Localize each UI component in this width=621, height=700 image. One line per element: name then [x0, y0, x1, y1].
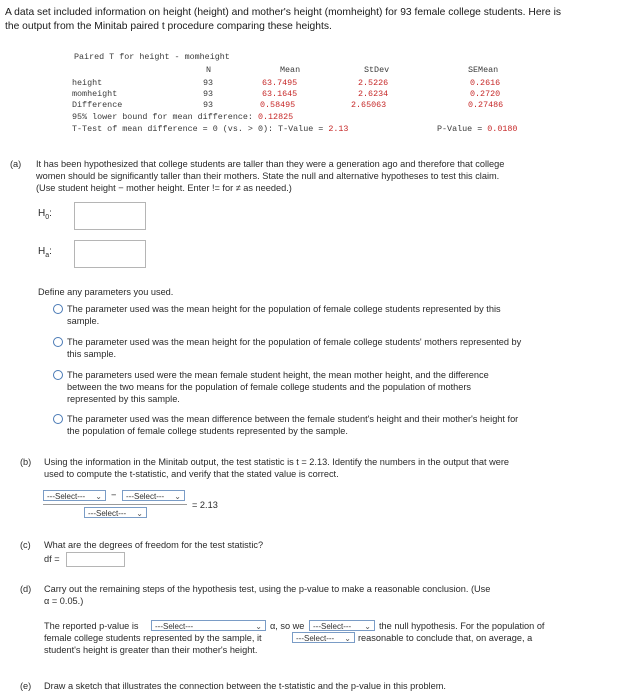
- intro-line-1: A data set included information on height (height) and mother's height (momheight) for 93 female college students. Here is: [5, 7, 562, 18]
- option-4-text: [67, 413, 607, 437]
- row-stdev: 2.6234: [358, 89, 389, 99]
- conclusion-text-5: reasonable to conclude that, on average, a: [358, 633, 533, 643]
- option-2-line-1: The parameter used was the mean height for the population of female college students' mothers represented by: [67, 337, 522, 347]
- select-value: ---Select---: [47, 492, 86, 501]
- ha-letter: H: [38, 246, 46, 257]
- part-b-line-1: Using the information in the Minitab output, the test statistic is t = 2.13. Identify the numbers in the output that were: [44, 457, 509, 467]
- option-1-line-2: sample.: [67, 316, 100, 326]
- option-3-line-1: The parameters used were the mean female student height, the mean mother height, and the difference: [67, 370, 489, 380]
- option-2-radio[interactable]: [53, 337, 63, 347]
- select-value: ---Select---: [296, 634, 335, 643]
- part-a-line-1: It has been hypothesized that college students are taller than they were a generation ago and therefore that college: [36, 159, 505, 169]
- is-reasonable-select[interactable]: [292, 632, 355, 643]
- row-n: 93: [203, 78, 214, 88]
- part-e-label: (e): [20, 681, 32, 691]
- p-value: 0.0180: [487, 124, 518, 134]
- conclusion-text-1: The reported p-value is: [44, 621, 139, 631]
- row-stdev: 2.65063: [351, 100, 387, 110]
- chevron-down-icon: ⌄: [344, 634, 351, 643]
- ttest-line: [72, 124, 348, 134]
- p-label: P-Value =: [437, 124, 483, 134]
- part-d-line-2: α = 0.05.): [44, 596, 84, 606]
- denominator-select[interactable]: [84, 507, 147, 518]
- h0-letter: H: [38, 208, 46, 219]
- h0-subscript: 0: [45, 214, 50, 221]
- row-label: height: [72, 78, 103, 88]
- problem-intro: [5, 6, 617, 34]
- p-line: [437, 124, 517, 134]
- minus-sign: −: [111, 490, 117, 500]
- part-e-question: Draw a sketch that illustrates the connection between the t-statistic and the p-value in this problem.: [44, 681, 446, 691]
- h0-input[interactable]: [74, 202, 146, 230]
- row-semean: 0.27486: [468, 100, 504, 110]
- option-4-line-1: The parameter used was the mean difference between the female student's height and their mother's height for: [67, 414, 519, 424]
- part-a-line-2: women should be significantly taller than their mothers. State the null and alternative hypotheses to test this claim.: [36, 171, 500, 181]
- define-params-label: Define any parameters you used.: [38, 287, 174, 297]
- part-a-label: (a): [10, 159, 22, 169]
- row-semean: 0.2616: [470, 78, 501, 88]
- row-mean: 0.58495: [260, 100, 296, 110]
- chevron-down-icon: ⌄: [136, 509, 143, 518]
- numerator-select-2[interactable]: [122, 490, 185, 501]
- chevron-down-icon: ⌄: [95, 492, 102, 501]
- row-semean: 0.2720: [470, 89, 501, 99]
- chevron-down-icon: ⌄: [364, 622, 371, 631]
- header-mean: Mean: [280, 65, 301, 75]
- ha-subscript: a: [45, 252, 50, 259]
- part-d-label: (d): [20, 584, 32, 594]
- conclusion-text-4: female college students represented by the sample, it: [44, 633, 262, 643]
- option-1-line-1: The parameter used was the mean height for the population of female college students represented by this: [67, 304, 501, 314]
- conclusion-text-3: the null hypothesis. For the population of: [379, 621, 545, 631]
- part-b-line-2: used to compute the t-statistic, and verify that the stated value is correct.: [44, 469, 339, 479]
- option-3-text: [67, 369, 607, 405]
- ci-label: 95% lower bound for mean difference:: [72, 112, 253, 122]
- option-2-text: [67, 336, 607, 360]
- equals-value: = 2.13: [192, 500, 218, 510]
- select-value: ---Select---: [313, 622, 352, 631]
- part-a-question: [36, 158, 611, 194]
- row-mean: 63.7495: [262, 78, 298, 88]
- minitab-output: [72, 52, 542, 152]
- option-3-line-2: between the two means for the population of female college students and the population of mothers: [67, 382, 472, 392]
- option-4-line-2: the population of female college students represented by the sample.: [67, 426, 348, 436]
- reject-select[interactable]: [309, 620, 375, 631]
- minitab-title: Paired T for height - momheight: [74, 52, 230, 62]
- part-c-question: What are the degrees of freedom for the test statistic?: [44, 540, 264, 550]
- row-mean: 63.1645: [262, 89, 298, 99]
- df-input[interactable]: [66, 552, 125, 567]
- header-semean: SEMean: [468, 65, 499, 75]
- select-value: ---Select---: [88, 509, 127, 518]
- df-label: df =: [44, 554, 60, 564]
- select-value: ---Select---: [155, 622, 194, 631]
- option-3-line-3: represented by this sample.: [67, 394, 180, 404]
- numerator-select-1[interactable]: [43, 490, 106, 501]
- h0-label: $H_0$:: [38, 208, 52, 221]
- part-b-label: (b): [20, 457, 32, 467]
- conclusion-text-6: student's height is greater than their mother's height.: [44, 645, 258, 655]
- option-1-radio[interactable]: [53, 304, 63, 314]
- option-4-radio[interactable]: [53, 414, 63, 424]
- chevron-down-icon: ⌄: [174, 492, 181, 501]
- conclusion-text-2: α, so we: [270, 621, 305, 631]
- part-c-label: (c): [20, 540, 31, 550]
- part-a-line-3: (Use student height − mother height. Enter != for ≠ as needed.): [36, 183, 292, 193]
- row-label: momheight: [72, 89, 118, 99]
- t-value: 2.13: [328, 124, 349, 134]
- part-d-question: [44, 583, 609, 607]
- row-n: 93: [203, 89, 214, 99]
- ci-value: 0.12825: [257, 112, 294, 122]
- intro-line-2: the output from the Minitab paired t procedure comparing these heights.: [5, 21, 332, 32]
- part-b-question: [44, 456, 609, 480]
- option-3-radio[interactable]: [53, 370, 63, 380]
- fraction-bar: [43, 504, 187, 505]
- chevron-down-icon: ⌄: [255, 622, 262, 631]
- row-label: Difference: [72, 100, 123, 110]
- select-value: ---Select---: [126, 492, 165, 501]
- header-n: N: [206, 65, 212, 75]
- ttest-label: T-Test of mean difference = 0 (vs. > 0): T-Value =: [72, 124, 324, 134]
- part-d-line-1: Carry out the remaining steps of the hypothesis test, using the p-value to make a reasonable conclusion. (Use: [44, 584, 491, 594]
- option-2-line-2: this sample.: [67, 349, 117, 359]
- ha-input[interactable]: [74, 240, 146, 268]
- header-stdev: StDev: [364, 65, 390, 75]
- ha-label: $H_a$:: [38, 246, 52, 259]
- row-stdev: 2.5226: [358, 78, 389, 88]
- option-1-text: [67, 303, 607, 327]
- ci-line: [72, 112, 293, 122]
- row-n: 93: [203, 100, 214, 110]
- p-value-compare-select[interactable]: [151, 620, 266, 631]
